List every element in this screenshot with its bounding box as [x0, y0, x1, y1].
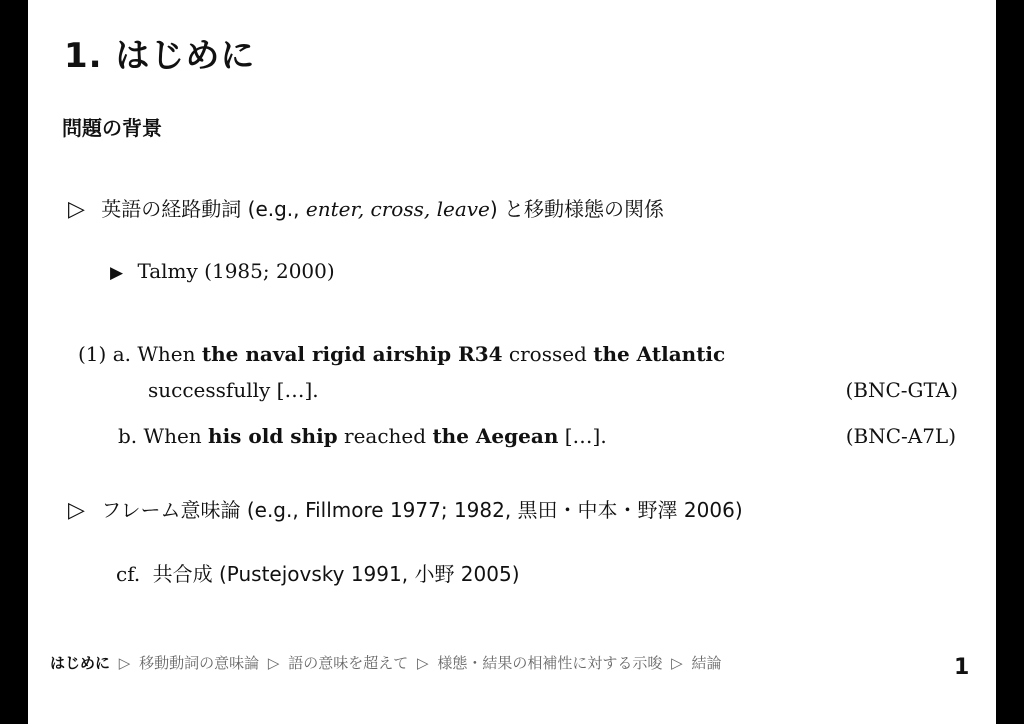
cf-text: 共合成 (Pustejovsky 1991, 小野 2005): [152, 562, 520, 586]
footer-section-3[interactable]: 様態・結果の相補性に対する示唆: [437, 654, 663, 672]
bullet-path-verbs: [68, 193, 664, 222]
cf-label: cf.: [116, 562, 141, 586]
footer-section-1[interactable]: 移動動詞の意味論: [139, 654, 260, 672]
slide-subtitle: 問題の背景: [62, 116, 162, 140]
example-1a-source: (BNC-GTA): [845, 378, 958, 402]
bullet-text: フレーム意味論 (e.g., Fillmore 1977; 1982, 黒田・中本・野澤 2006): [101, 498, 743, 522]
bullet-text-pre: 英語の経路動詞 (e.g.,: [101, 197, 306, 221]
footer-sep-icon: ▷: [267, 654, 280, 672]
footer-sep-icon: ▷: [118, 654, 131, 672]
example-1b-source: (BNC-A7L): [845, 424, 956, 448]
cf-line: [116, 558, 520, 587]
example-1b: [118, 424, 607, 448]
filled-triangle-icon: ▶: [110, 263, 124, 283]
footer-current-section[interactable]: はじめに: [50, 654, 111, 672]
footer-section-2[interactable]: 語の意味を超えて: [288, 654, 409, 672]
slide: [28, 0, 996, 724]
example-b-bold2: the Aegean: [432, 424, 559, 448]
example-a-bold2: the Atlantic: [593, 342, 726, 366]
example-number: (1): [78, 342, 107, 366]
footer-sep-icon: ▷: [417, 654, 429, 672]
footer-sep-icon: ▷: [671, 654, 683, 672]
bullet-text-post: ) と移動様態の関係: [489, 197, 665, 221]
example-b-bold1: his old ship: [208, 424, 338, 448]
slide-title: 1. はじめに: [64, 36, 256, 76]
footer-section-4[interactable]: 結論: [691, 654, 722, 672]
example-1a-line2: successfully […].: [148, 378, 319, 402]
bullet-text-italic: enter, cross, leave: [305, 197, 490, 221]
example-b-tail: […].: [564, 424, 607, 448]
example-a-bold1: the naval rigid airship R34: [201, 342, 503, 366]
bullet-frame-semantics: [68, 494, 743, 523]
footer-nav: [50, 652, 722, 673]
example-b-verb: reached: [344, 424, 427, 448]
open-triangle-icon: ▷: [68, 498, 85, 523]
example-a-verb: crossed: [508, 342, 587, 366]
example-b-label: b. When: [118, 424, 202, 448]
sub-bullet-talmy: [110, 259, 335, 283]
example-1a-line1: [78, 342, 725, 366]
open-triangle-icon: ▷: [68, 197, 85, 222]
sub-bullet-text: Talmy (1985; 2000): [137, 259, 335, 283]
page-number: 1: [954, 655, 970, 680]
example-a-label: a. When: [112, 342, 196, 366]
